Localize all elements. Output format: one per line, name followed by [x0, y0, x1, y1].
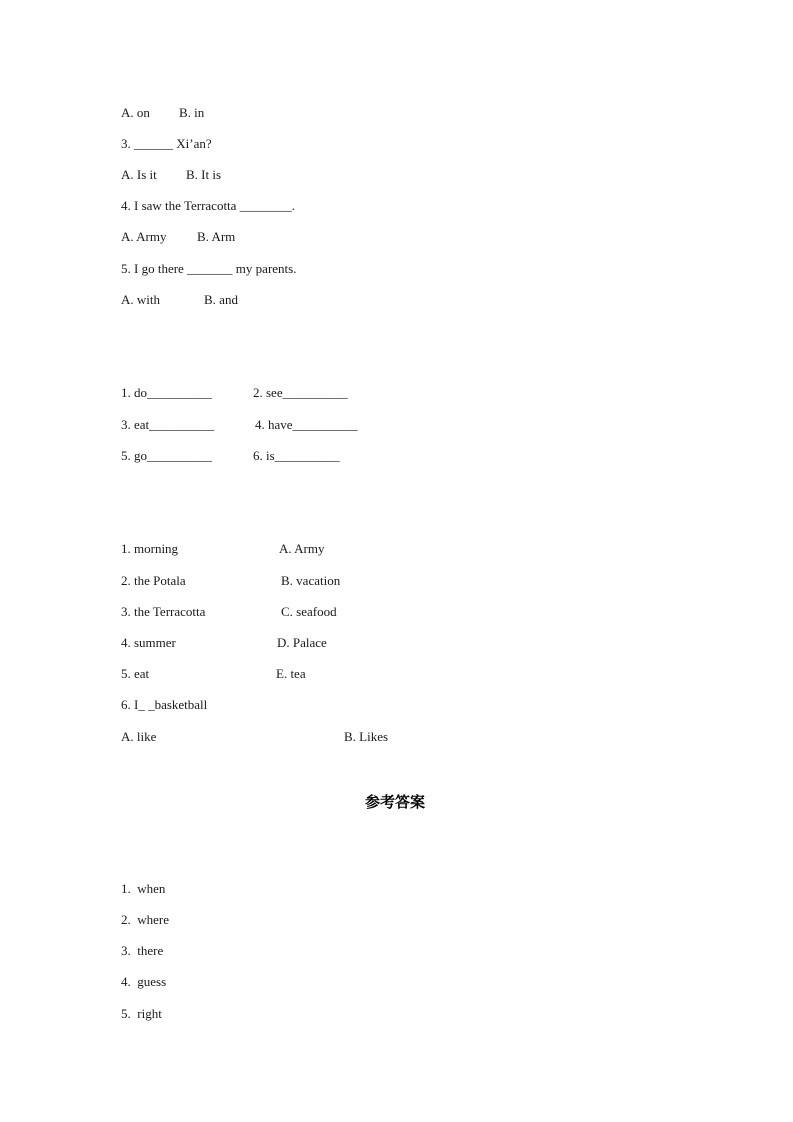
- past-tense-item: 6. is__________: [253, 448, 340, 463]
- past-tense-item: 5. go__________: [121, 448, 212, 463]
- answer-item: 5. right: [121, 1006, 162, 1021]
- answer-item: 4. guess: [121, 974, 167, 989]
- match-right-item: A. Army: [279, 541, 325, 556]
- match-right-item: E. tea: [276, 666, 306, 681]
- answer-item: 1. when: [121, 881, 166, 896]
- past-tense-item: 1. do__________: [121, 385, 212, 400]
- match-left-item: 1. morning: [121, 541, 179, 556]
- q6-option-b: B. Likes: [344, 729, 389, 744]
- q2-option-a: A. on: [121, 105, 150, 120]
- q3-option-a: A. Is it: [121, 167, 157, 182]
- q5-stem: 5. I go there _______ my parents.: [121, 261, 297, 276]
- answer-item: 2. where: [121, 912, 170, 927]
- q4-stem: 4. I saw the Terracotta ________.: [121, 198, 295, 213]
- answer-item: 3. there: [121, 943, 164, 958]
- q5-option-b: B. and: [204, 292, 238, 307]
- answer-key-title: 参考答案: [365, 793, 426, 811]
- q5-option-a: A. with: [121, 292, 160, 307]
- q2-option-b: B. in: [179, 105, 205, 120]
- match-right-item: C. seafood: [281, 604, 337, 619]
- match-left-item: 3. the Terracotta: [121, 604, 206, 619]
- match-left-item: 4. summer: [121, 635, 176, 650]
- past-tense-item: 2. see__________: [253, 385, 348, 400]
- match-left-item: 5. eat: [121, 666, 150, 681]
- past-tense-item: 3. eat__________: [121, 417, 215, 432]
- q4-option-a: A. Army: [121, 229, 167, 244]
- match-right-item: D. Palace: [277, 635, 327, 650]
- q6-stem: 6. I_ _basketball: [121, 697, 208, 712]
- q6-option-a: A. like: [121, 729, 157, 744]
- match-right-item: B. vacation: [281, 573, 341, 588]
- past-tense-item: 4. have__________: [255, 417, 358, 432]
- q3-stem: 3. ______ Xi’an?: [121, 136, 212, 151]
- q3-option-b: B. It is: [186, 167, 222, 182]
- q4-option-b: B. Arm: [197, 229, 236, 244]
- match-left-item: 2. the Potala: [121, 573, 186, 588]
